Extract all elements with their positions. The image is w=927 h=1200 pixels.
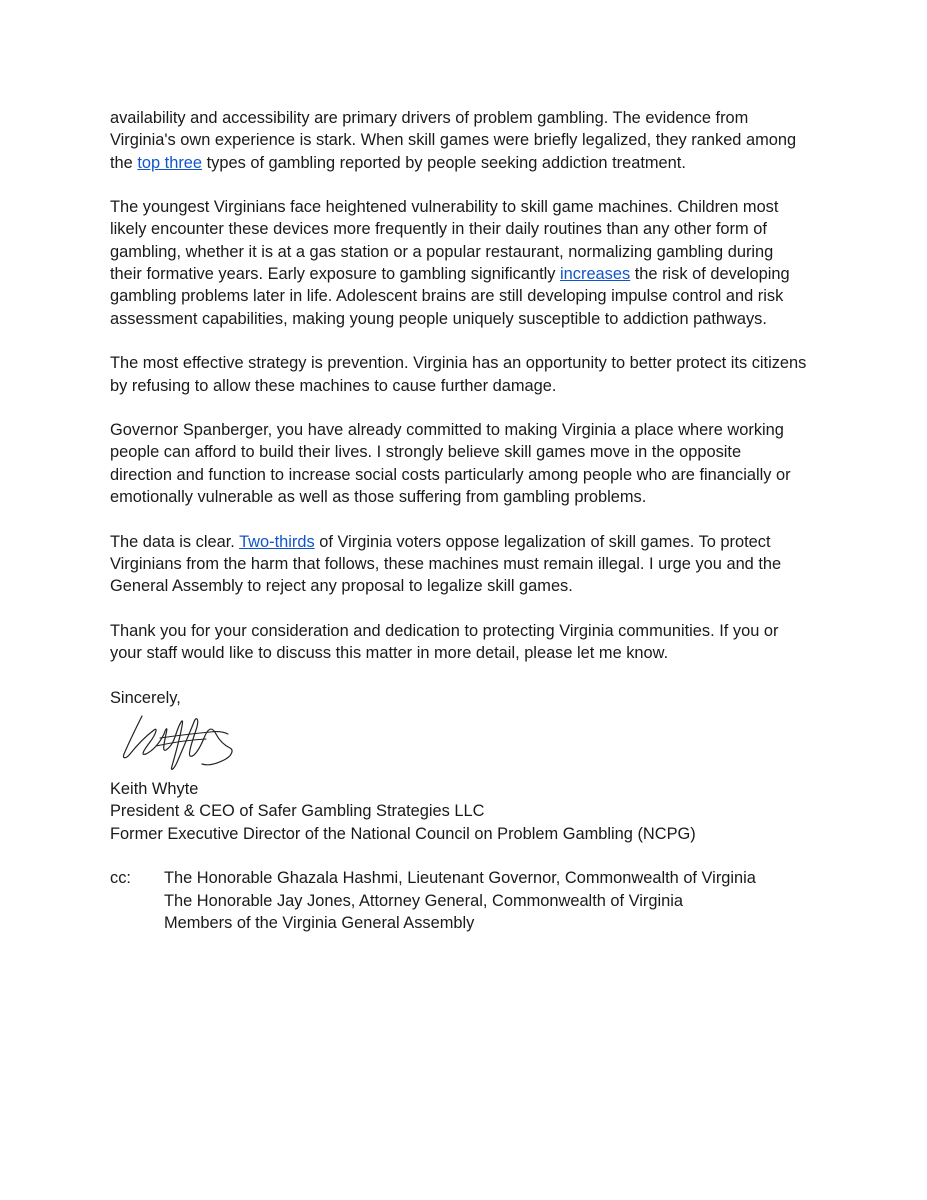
text-line (110, 575, 830, 597)
text-run: Thank you for your consideration and dedication to protecting Virginia communities. If you or (110, 621, 779, 640)
text-line (110, 441, 830, 463)
inline-link[interactable]: Two-thirds (239, 532, 315, 551)
text-run: the risk of developing (630, 265, 790, 284)
text-run: The data is clear. (110, 532, 240, 551)
signature-block (110, 778, 830, 845)
text-run: types of gambling reported by people seeking addiction treatment. (202, 153, 686, 172)
cc-label: cc: (110, 869, 131, 888)
paragraph (110, 196, 830, 330)
text-run: Virginia's own experience is stark. When skill games were briefly legalized, they ranked among (110, 131, 797, 150)
text-line (110, 218, 830, 240)
paragraph (110, 620, 830, 665)
text-run: direction and function to increase social costs particularly among people who are financially or (110, 465, 791, 484)
text-run: Governor Spanberger, you have already committed to making Virginia a place where working (110, 421, 784, 440)
closing: Sincerely, (110, 688, 181, 707)
text-run: by refusing to allow these machines to cause further damage. (110, 376, 557, 395)
handwritten-signature-icon (120, 712, 240, 778)
text-line (110, 352, 830, 374)
text-run: The youngest Virginians face heightened vulnerability to skill game machines. Children most (110, 198, 779, 217)
text-run: emotionally vulnerable as well as those suffering from gambling problems. (110, 488, 647, 507)
text-line (110, 129, 830, 151)
cc-recipient: The Honorable Ghazala Hashmi, Lieutenant Governor, Commonwealth of Virginia (164, 869, 756, 888)
text-line (110, 419, 830, 441)
text-run: General Assembly to reject any proposal to legalize skill games. (110, 577, 573, 596)
text-run: of Virginia voters oppose legalization of skill games. To protect (314, 532, 771, 551)
text-line (110, 553, 830, 575)
text-run: Virginians from the harm that follows, these machines must remain illegal. I urge you and the (110, 554, 782, 573)
text-line (110, 620, 830, 642)
text-run: the (110, 153, 138, 172)
text-line (110, 241, 830, 263)
text-run: people can afford to build their lives. I strongly believe skill games move in the opposite (110, 443, 742, 462)
cc-recipients (164, 867, 830, 934)
paragraph (110, 107, 830, 174)
text-run: availability and accessibility are primary drivers of problem gambling. The evidence from (110, 109, 749, 127)
text-line (110, 308, 830, 330)
text-line (110, 375, 830, 397)
cc-section (110, 867, 830, 934)
inline-link[interactable]: top three (137, 153, 203, 172)
text-run: your staff would like to discuss this matter in more detail, please let me know. (110, 644, 669, 663)
cc-recipient: The Honorable Jay Jones, Attorney General, Commonwealth of Virginia (164, 891, 684, 910)
cc-recipient: Members of the Virginia General Assembly (164, 913, 475, 932)
text-line (110, 642, 830, 664)
text-run: gambling problems later in life. Adolescent brains are still developing impulse control and risk (110, 287, 784, 306)
paragraph (110, 419, 830, 508)
text-line (110, 196, 830, 218)
paragraphs (110, 107, 830, 664)
text-run: The most effective strategy is prevention. Virginia has an opportunity to better protect its citizens (110, 354, 807, 373)
text-line (110, 152, 830, 174)
text-run: assessment capabilities, making young people uniquely susceptible to addiction pathways. (110, 309, 767, 328)
paragraph (110, 352, 830, 397)
text-run: gambling, whether it is at a gas station or a popular restaurant, normalizing gambling during (110, 242, 774, 261)
text-line (110, 464, 830, 486)
text-run: their formative years. Early exposure to gambling significantly (110, 265, 561, 284)
text-run: likely encounter these devices more frequently in their daily routines than any other form of (110, 220, 767, 239)
text-line (110, 107, 830, 129)
letter-body (110, 107, 830, 934)
paragraph (110, 531, 830, 598)
signer-title: President & CEO of Safer Gambling Strategies LLC (110, 802, 485, 821)
text-line (110, 486, 830, 508)
inline-link[interactable]: increases (560, 265, 631, 284)
text-line (110, 285, 830, 307)
signer-name: Keith Whyte (110, 780, 199, 799)
text-line (110, 263, 830, 285)
text-line (110, 531, 830, 553)
signer-former-title: Former Executive Director of the National Council on Problem Gambling (NCPG) (110, 824, 696, 843)
